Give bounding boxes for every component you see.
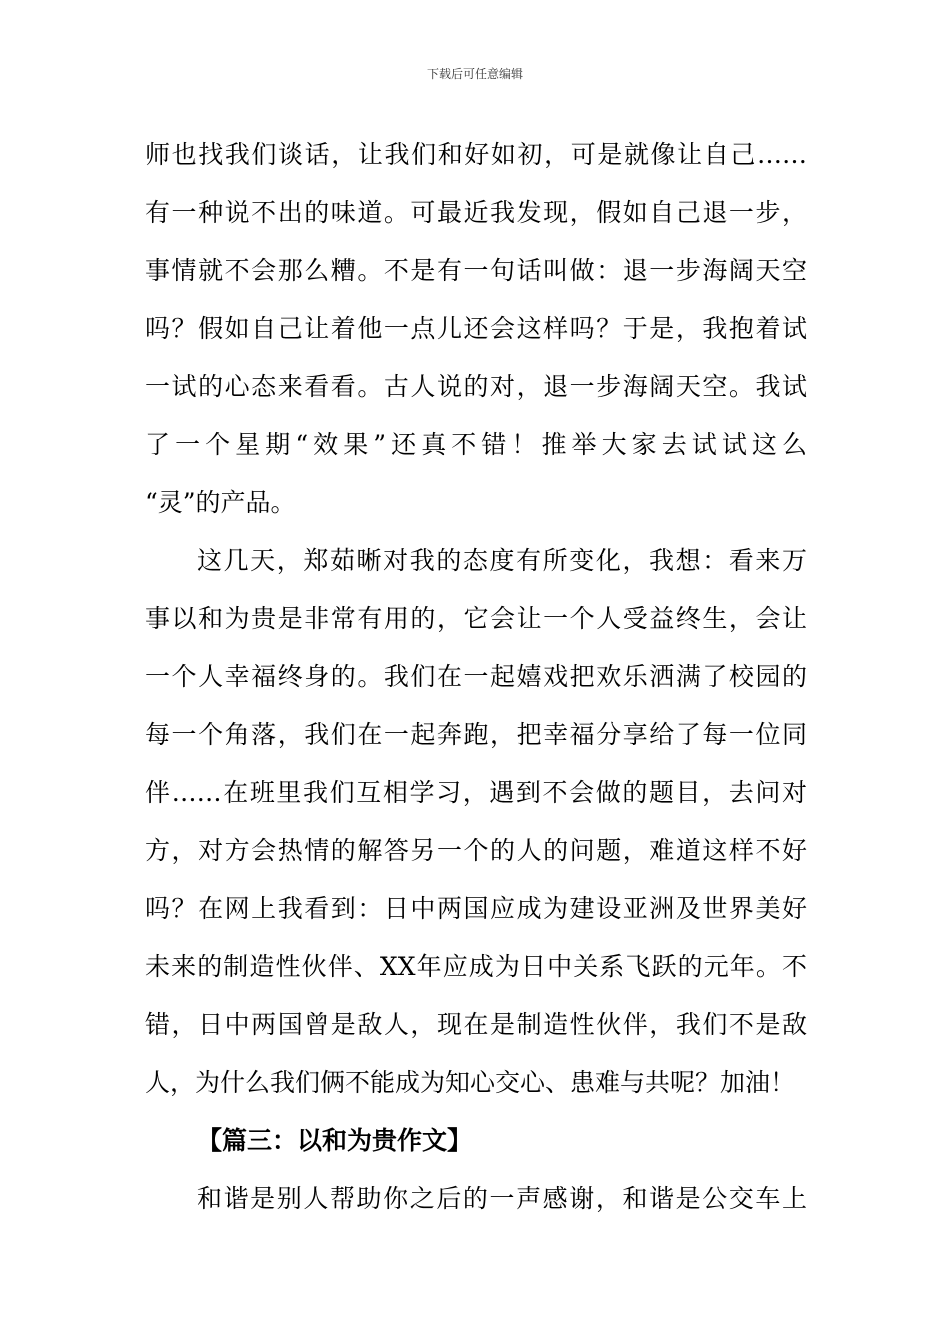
text-line: 伴……在班里我们互相学习，遇到不会做的题目，去问对 [145,778,807,807]
text-line: 事以和为贵是非常有用的，它会让一个人受益终生，会让 [145,604,807,633]
paragraph [145,130,807,536]
text-line: 师也找我们谈话，让我们和好如初，可是就像让自己…… [145,140,807,169]
paragraph [145,536,807,1116]
document-body [145,130,807,1232]
text-line: 这几天，郑茹晰对我的态度有所变化，我想：看来万 [197,546,807,575]
text-line: 一个人幸福终身的。我们在一起嬉戏把欢乐洒满了校园的 [145,662,807,691]
text-line: 和谐是别人帮助你之后的一声感谢，和谐是公交车上 [197,1184,807,1213]
text-line: “灵”的产品。 [145,488,296,517]
text-line: 方，对方会热情的解答另一个的人的问题，难道这样不好 [145,836,807,865]
text-line: 错，日中两国曾是敌人，现在是制造性伙伴，我们不是敌 [145,1010,807,1039]
text-line: 一试的心态来看看。古人说的对，退一步海阔天空。我试 [145,372,807,401]
section-heading: 【篇三：以和为贵作文】 [197,1126,473,1155]
text-line: 了一个星期“效果”还真不错！推举大家去试试这么 [145,430,807,459]
text-line: 人，为什么我们俩不能成为知心交心、患难与共呢？加油！ [145,1068,796,1097]
text-line: 吗？在网上我看到：日中两国应成为建设亚洲及世界美好 [145,894,807,923]
text-line: 事情就不会那么糟。不是有一句话叫做：退一步海阔天空 [145,256,807,285]
text-line: 吗？假如自己让着他一点儿还会这样吗？于是，我抱着试 [145,314,807,343]
page-header: 下载后可任意编辑 [426,67,523,81]
paragraph [145,1174,807,1232]
text-line: 未来的制造性伙伴、XX年应成为日中关系飞跃的元年。不 [145,952,807,981]
text-line: 有一种说不出的味道。可最近我发现，假如自己退一步， [145,198,807,227]
text-line: 每一个角落，我们在一起奔跑，把幸福分享给了每一位同 [145,720,807,749]
